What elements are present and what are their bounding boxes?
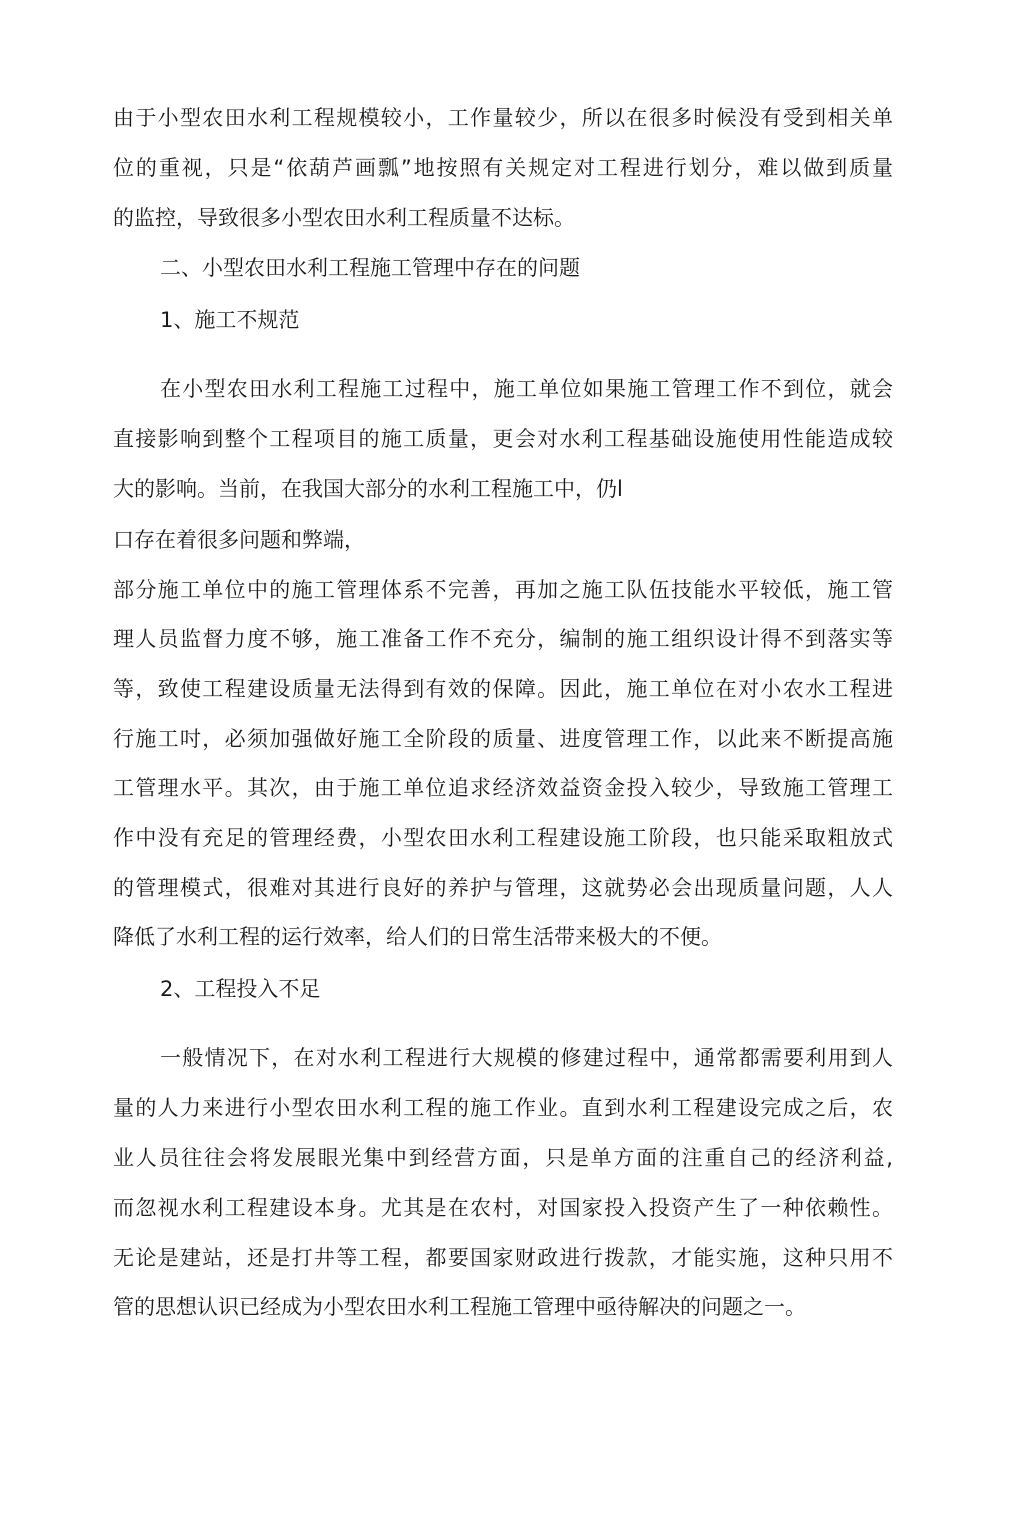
paragraph-line: 由于小型农田水利工程规模较小，工作量较少，所以在很多时候没有受到相关单 (113, 106, 893, 130)
subsection-heading: 1、施工不规范 (160, 308, 300, 332)
paragraph-line: 口存在着很多问题和弊端， (113, 528, 365, 552)
paragraph-line: 无论是建站，还是打井等工程，都要国家财政进行拨款，才能实施，这种只用不 (113, 1246, 893, 1270)
paragraph-line: 行施工吋，必须加强做好施工全阶段的质量、进度管理工作，以此来不断提高施 (113, 727, 893, 751)
paragraph-line: 管的思想认识已经成为小型农田水利工程施工管理中亟待解决的问题之一。 (113, 1295, 806, 1319)
paragraph-line: 业人员往往会将发展眼光集中到经营方面，只是单方面的注重自己的经济利益, (113, 1146, 893, 1170)
paragraph-line: 作中没有充足的管理经费，小型农田水利工程建设施工阶段，也只能采取粗放式 (113, 826, 893, 850)
paragraph-line: 大的影响。当前，在我国大部分的水利工程施工中，仍l (113, 477, 623, 501)
paragraph-line: 位的重视，只是“依葫芦画瓢”地按照有关规定对工程进行划分，难以做到质量 (113, 156, 893, 180)
paragraph-line: 部分施工单位中的施工管理体系不完善，再加之施工队伍技能水平较低，施工管 (113, 578, 893, 602)
paragraph-line: 在小型农田水利工程施工过程中，施工单位如果施工管理工作不到位，就会 (160, 377, 893, 401)
paragraph-line: 工管理水平。其次，由于施工单位追求经济效益资金投入较少，导致施工管理工 (113, 776, 893, 800)
paragraph-line: 降低了水利工程的运行效率，给人们的日常生活带来极大的不便。 (113, 925, 722, 949)
subsection-heading: 2、工程投入不足 (160, 977, 321, 1001)
paragraph-line: 量的人力来进行小型农田水利工程的施工作业。直到水利工程建设完成之后，农 (113, 1096, 893, 1120)
paragraph-line: 而忽视水利工程建设本身。尤其是在农村，对国家投入投资产生了一种依赖性。 (113, 1196, 893, 1220)
paragraph-line: 一般情况下，在对水利工程进行大规模的修建过程中，通常都需要利用到人 (160, 1046, 893, 1070)
paragraph-line: 的监控，导致很多小型农田水利工程质量不达标。 (113, 206, 575, 230)
paragraph-line: 的管理模式，很难对其进行良好的养护与管理，这就势必会出现质量问题，人人 (113, 876, 893, 900)
paragraph-line: 理人员监督力度不够，施工准备工作不充分，编制的施工组织设计得不到落实等 (113, 627, 893, 651)
paragraph-line: 直接影响到整个工程项目的施工质量，更会对水利工程基础设施使用性能造成较 (113, 427, 893, 451)
paragraph-line: 等，致使工程建设质量无法得到有效的保障。因此，施工单位在对小农水工程进 (113, 677, 893, 701)
section-heading: 二、小型农田水利工程施工管理中存在的问题 (160, 256, 580, 280)
